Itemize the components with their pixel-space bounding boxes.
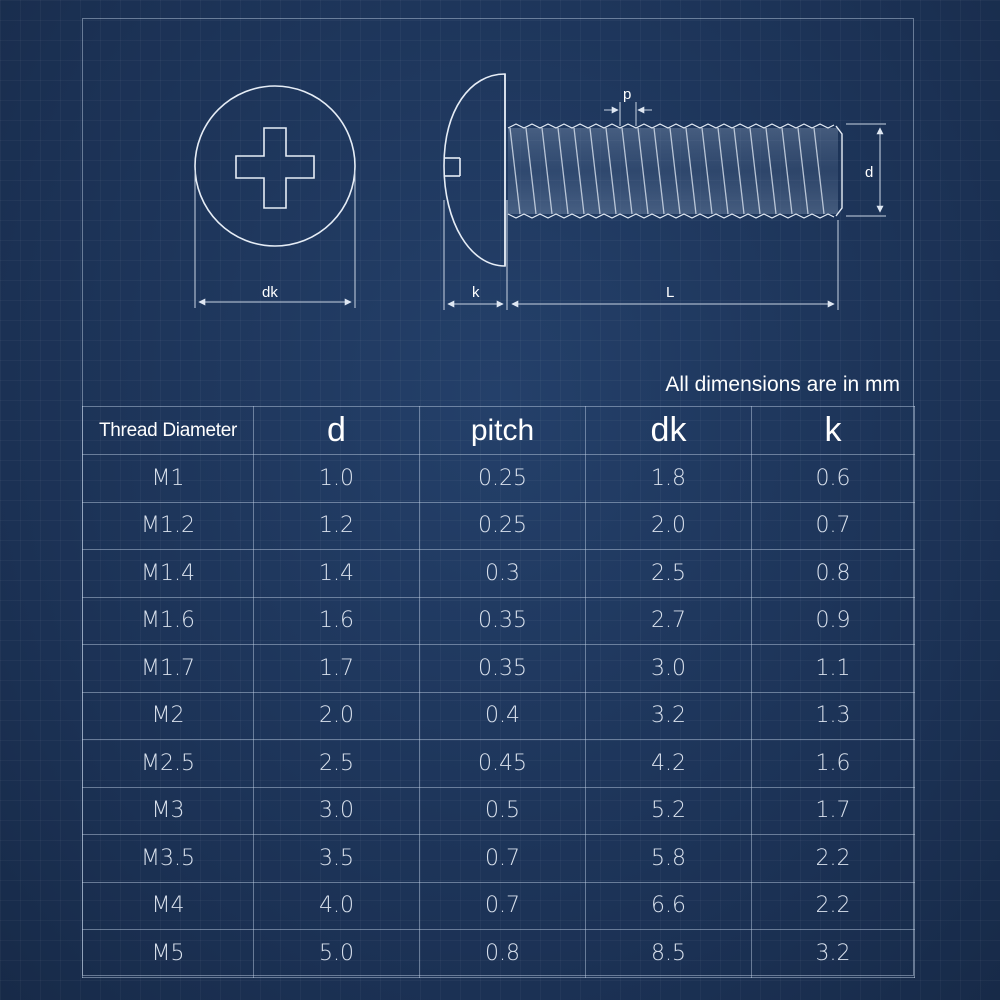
table-row bbox=[83, 597, 915, 645]
cell-d: 3.0 bbox=[254, 787, 420, 835]
cell-dk: 2.0 bbox=[586, 502, 752, 550]
cell-dk: 5.2 bbox=[586, 787, 752, 835]
cell-thread: M2.5 bbox=[83, 740, 254, 788]
cell-thread: M3 bbox=[83, 787, 254, 835]
cell-k: 3.2 bbox=[752, 930, 915, 978]
table-row bbox=[83, 882, 915, 930]
cell-pitch: 0.35 bbox=[420, 597, 586, 645]
table-row bbox=[83, 930, 915, 978]
table-row bbox=[83, 645, 915, 693]
header-k: k bbox=[752, 407, 915, 455]
cell-pitch: 0.45 bbox=[420, 740, 586, 788]
table-row bbox=[83, 787, 915, 835]
cell-k: 0.8 bbox=[752, 550, 915, 598]
cell-thread: M1.4 bbox=[83, 550, 254, 598]
table-row bbox=[83, 835, 915, 883]
cell-pitch: 0.4 bbox=[420, 692, 586, 740]
units-note: All dimensions are in mm bbox=[665, 373, 900, 396]
cell-thread: M5 bbox=[83, 930, 254, 978]
screw-spec-table bbox=[82, 406, 915, 978]
screw-drawing bbox=[0, 0, 1000, 400]
cell-pitch: 0.35 bbox=[420, 645, 586, 693]
cell-thread: M2 bbox=[83, 692, 254, 740]
k-label: k bbox=[472, 284, 480, 301]
cell-thread: M3.5 bbox=[83, 835, 254, 883]
cell-k: 1.1 bbox=[752, 645, 915, 693]
screw-head-side-view bbox=[444, 74, 505, 266]
length-label: L bbox=[666, 284, 675, 301]
cell-k: 0.9 bbox=[752, 597, 915, 645]
cell-pitch: 0.8 bbox=[420, 930, 586, 978]
d-label: d bbox=[865, 164, 874, 181]
cell-dk: 3.0 bbox=[586, 645, 752, 693]
cell-k: 1.7 bbox=[752, 787, 915, 835]
cell-dk: 3.2 bbox=[586, 692, 752, 740]
cell-pitch: 0.7 bbox=[420, 835, 586, 883]
cell-d: 1.7 bbox=[254, 645, 420, 693]
cell-pitch: 0.25 bbox=[420, 502, 586, 550]
cell-dk: 4.2 bbox=[586, 740, 752, 788]
length-dimension bbox=[512, 220, 838, 310]
table-row bbox=[83, 740, 915, 788]
cell-pitch: 0.5 bbox=[420, 787, 586, 835]
cell-dk: 2.5 bbox=[586, 550, 752, 598]
table-row bbox=[83, 550, 915, 598]
cell-d: 2.0 bbox=[254, 692, 420, 740]
header-thread-diameter: Thread Diameter bbox=[83, 407, 254, 455]
cell-k: 0.7 bbox=[752, 502, 915, 550]
cell-thread: M1 bbox=[83, 455, 254, 503]
cell-d: 5.0 bbox=[254, 930, 420, 978]
pitch-label: p bbox=[623, 86, 632, 103]
cell-k: 1.6 bbox=[752, 740, 915, 788]
cell-k: 2.2 bbox=[752, 882, 915, 930]
cell-thread: M4 bbox=[83, 882, 254, 930]
header-pitch: pitch bbox=[420, 407, 586, 455]
cell-thread: M1.7 bbox=[83, 645, 254, 693]
cell-dk: 6.6 bbox=[586, 882, 752, 930]
cell-pitch: 0.25 bbox=[420, 455, 586, 503]
screw-thread-shank bbox=[508, 124, 842, 218]
cell-d: 1.6 bbox=[254, 597, 420, 645]
dk-label: dk bbox=[262, 284, 278, 301]
cell-d: 3.5 bbox=[254, 835, 420, 883]
table-row bbox=[83, 455, 915, 503]
table-row bbox=[83, 502, 915, 550]
cell-d: 1.4 bbox=[254, 550, 420, 598]
cell-d: 1.2 bbox=[254, 502, 420, 550]
cell-thread: M1.6 bbox=[83, 597, 254, 645]
cell-k: 1.3 bbox=[752, 692, 915, 740]
cell-pitch: 0.3 bbox=[420, 550, 586, 598]
table-header-row bbox=[83, 407, 915, 455]
pitch-dimension bbox=[604, 102, 652, 126]
cell-thread: M1.2 bbox=[83, 502, 254, 550]
cell-k: 2.2 bbox=[752, 835, 915, 883]
header-d: d bbox=[254, 407, 420, 455]
screw-head-top-view bbox=[195, 86, 355, 246]
cell-d: 1.0 bbox=[254, 455, 420, 503]
cell-dk: 8.5 bbox=[586, 930, 752, 978]
header-dk: dk bbox=[586, 407, 752, 455]
cell-k: 0.6 bbox=[752, 455, 915, 503]
cell-dk: 1.8 bbox=[586, 455, 752, 503]
cell-d: 4.0 bbox=[254, 882, 420, 930]
cell-dk: 2.7 bbox=[586, 597, 752, 645]
cell-dk: 5.8 bbox=[586, 835, 752, 883]
table-row bbox=[83, 692, 915, 740]
cell-d: 2.5 bbox=[254, 740, 420, 788]
cell-pitch: 0.7 bbox=[420, 882, 586, 930]
